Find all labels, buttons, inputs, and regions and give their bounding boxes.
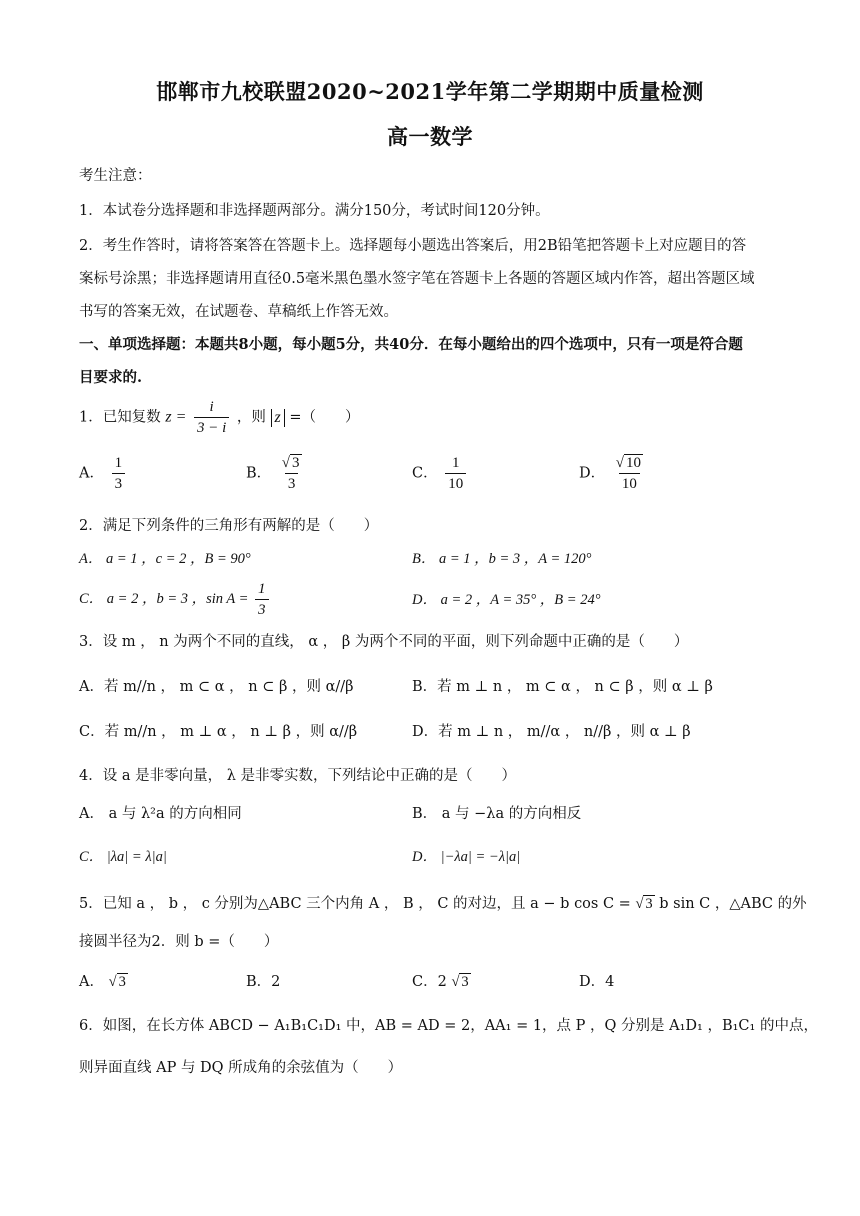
q1-numerator: i <box>209 399 214 415</box>
q4-option-b: B． a 与 −λa 的方向相反 <box>412 806 582 822</box>
notice-item-2-line-2: 案标号涂黑；非选择题请用直径0.5毫米黑色墨水签字笔在答题卡上各题的答题区域内作答，超出答题区域 <box>79 271 755 287</box>
q2-option-c-text: C． a = 2 ，b = 3 ，sin A = <box>79 590 249 607</box>
question-5-line-2: 接圆半径为2．则 b =（ ） <box>79 934 279 950</box>
question-1-stem <box>79 398 360 437</box>
q1-option-c-den: 10 <box>445 473 466 493</box>
q1-option-d-num: √ 10 <box>615 455 641 471</box>
q1-option-d-radicand: 10 <box>625 455 641 471</box>
question-6-line-2: 则异面直线 AP 与 DQ 所成角的余弦值为（ ） <box>79 1060 403 1076</box>
q2-option-d: D． a = 2 ，A = 35° ，B = 24° <box>412 592 601 608</box>
q5-radicand: 3 <box>645 896 653 912</box>
q3-option-d: D．若 m ⊥ n ， m//α ， n//β ，则 α ⊥ β <box>412 724 691 740</box>
q1-option-d-label: D． <box>579 465 606 482</box>
question-5-line-1 <box>79 892 807 913</box>
q1-option-d-fraction <box>613 454 646 493</box>
q2-option-c-den: 3 <box>255 599 269 619</box>
q3-option-c: C．若 m//n ， m ⊥ α ， n ⊥ β ，则 α//β <box>79 724 358 740</box>
q2-option-c-num: 1 <box>258 581 266 597</box>
q5-option-b: B．2 <box>246 974 281 990</box>
q1-option-b <box>246 454 308 493</box>
q1-option-d <box>579 454 649 493</box>
q5-line-1-text: 5．已知 a ， b ， c 分别为△ABC 三个内角 A ， B ， C 的对边，且 a − b cos C = <box>79 896 631 912</box>
q1-option-b-num: √ 3 <box>281 455 300 471</box>
q5-option-c <box>412 970 471 991</box>
question-3-stem: 3．设 m ， n 为两个不同的直线， α ， β 为两个不同的平面，则下列命题中正确的是（ ） <box>79 634 689 650</box>
question-2-stem: 2．满足下列条件的三角形有两解的是（ ） <box>79 518 379 534</box>
q5-option-c-sqrt: √ 3 <box>451 974 469 990</box>
notice-item-2-line-3: 书写的答案无效，在试题卷、草稿纸上作答无效。 <box>79 304 398 320</box>
q1-abs-z: z <box>271 409 285 427</box>
q2-option-c <box>79 580 272 619</box>
q5-option-c-label: C．2 <box>412 974 447 990</box>
q1-option-a-label: A． <box>79 465 104 482</box>
q2-option-b: B． a = 1 ，b = 3 ，A = 120° <box>412 551 592 567</box>
q5-sqrt: √ 3 <box>635 896 653 912</box>
q1-tail: =（ ） <box>289 409 360 426</box>
exam-subtitle: 高一数学 <box>387 124 473 149</box>
notice-item-2-line-1: 2．考生作答时，请将答案答在答题卡上。选择题每小题选出答案后，用2B铅笔把答题卡上对应题目的答 <box>79 238 747 254</box>
q5-option-a-sqrt: √ 3 <box>108 974 126 990</box>
q5-option-c-radicand: 3 <box>461 974 469 990</box>
q5-option-a-radicand: 3 <box>118 974 126 990</box>
q1-prefix: 1．已知复数 <box>79 409 161 426</box>
q4-option-a: A． a 与 λ²a 的方向相同 <box>79 806 242 822</box>
section-1-heading-line-2: 目要求的. <box>79 369 143 386</box>
question-6-line-1: 6．如图，在长方体 ABCD − A₁B₁C₁D₁ 中，AB = AD = 2，AA₁ = 1，点 P ，Q 分别是 A₁D₁ ，B₁C₁ 的中点， <box>79 1018 818 1034</box>
q1-option-a-num: 1 <box>114 455 123 471</box>
q5-option-a-label: A． <box>79 974 104 990</box>
q1-option-b-den: 3 <box>285 473 299 493</box>
q1-option-b-fraction <box>279 454 305 493</box>
q1-option-c-num: 1 <box>451 455 460 471</box>
q2-option-a: A． a = 1 ，c = 2 ，B = 90° <box>79 551 251 567</box>
q3-option-b: B．若 m ⊥ n ， m ⊂ α ， n ⊂ β ，则 α ⊥ β <box>412 679 713 695</box>
q5-option-d: D．4 <box>579 974 615 990</box>
notice-heading: 考生注意： <box>79 168 152 184</box>
q1-option-a-fraction <box>112 454 126 493</box>
q1-option-b-label: B． <box>246 465 272 482</box>
q1-denominator: 3 − i <box>194 417 229 437</box>
q1-option-c-label: C． <box>412 465 438 482</box>
q5-line-1-tail: b sin C ，△ABC 的外 <box>659 896 807 912</box>
q4-option-c: C． |λa| = λ|a| <box>79 849 167 865</box>
q1-option-b-radicand: 3 <box>292 455 300 471</box>
q1-option-c-fraction <box>445 454 466 493</box>
q3-option-a: A．若 m//n ， m ⊂ α ， n ⊂ β ，则 α//β <box>79 679 354 695</box>
exam-title: 邯郸市九校联盟2020~2021学年第二学期期中质量检测 <box>156 79 704 104</box>
q1-z-eq: z = <box>165 408 187 426</box>
q1-option-d-den: 10 <box>619 473 640 493</box>
q1-option-c <box>412 454 469 493</box>
q1-fraction <box>194 398 229 437</box>
section-1-heading-line-1: 一、单项选择题：本题共8小题，每小题5分，共40分．在每小题给出的四个选项中，只有一项是符合题 <box>79 336 743 353</box>
q1-mid: ，则 <box>236 409 266 426</box>
question-4-stem: 4．设 a 是非零向量， λ 是非零实数，下列结论中正确的是（ ） <box>79 768 516 784</box>
q2-option-c-fraction <box>255 580 269 619</box>
q1-option-a-den: 3 <box>112 473 126 493</box>
q4-option-d: D． |−λa| = −λ|a| <box>412 849 521 865</box>
notice-item-1: 1．本试卷分选择题和非选择题两部分。满分150分，考试时间120分钟。 <box>79 203 550 219</box>
q1-option-a <box>79 454 128 493</box>
q5-option-a <box>79 970 128 991</box>
